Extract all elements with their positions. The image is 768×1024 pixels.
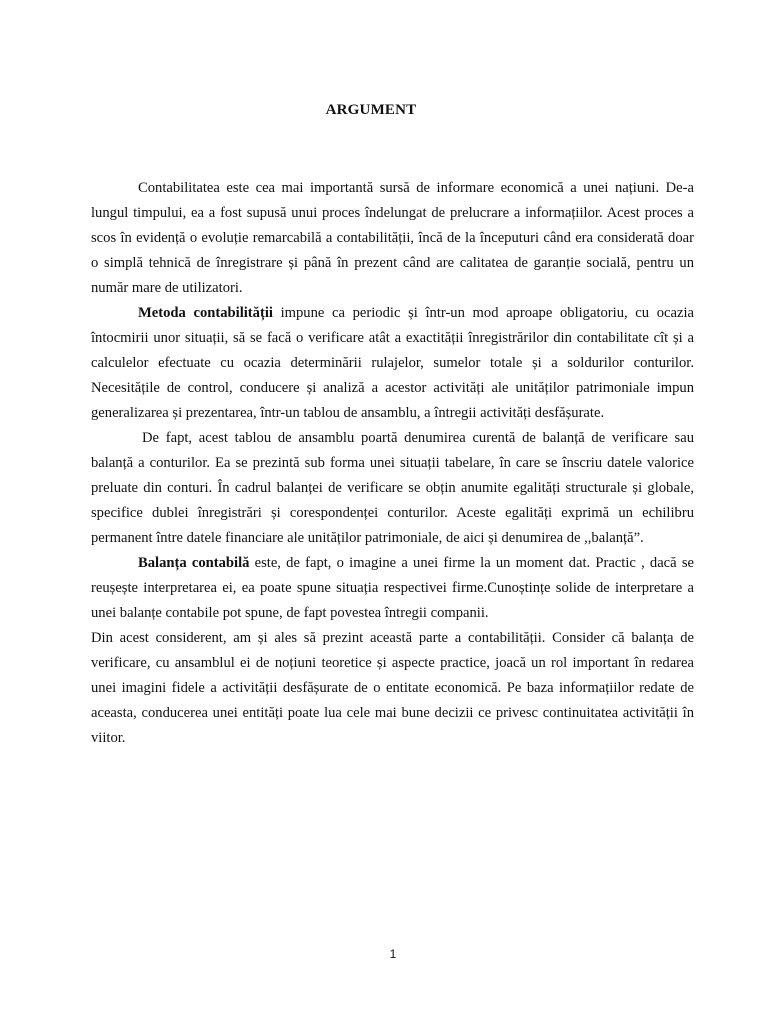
paragraph-text: De fapt, acest tablou de ansamblu poartă denumirea curentă de balanță de verificare sau balanță a conturilor. Ea se prezintă sub forma unei situații tabelare, în care se înscriu datele valorice preluate din conturi. În cadrul balanței de verificare se obțin anumite egalități structurale și globale, specifice dublei înregistrări și corespondenței conturilor. Aceste egalități exprimă un echilibru permanent între datele financiare ale unităților patrimoniale, de aici și denumirea de ,,balanță”. bbox=[91, 430, 694, 546]
paragraph-text: este, de fapt, o imagine a unei firme la un moment dat. Practic , dacă se reușește interpretarea ei, ea poate spune situația respectivei firme.Cunoștințe solide de interpretare a unei balanțe contabile pot spune, de fapt povestea întregii companii. bbox=[91, 555, 694, 621]
paragraph-tablou bbox=[91, 426, 694, 551]
paragraph-metoda bbox=[91, 301, 694, 426]
bold-term: Metoda contabilității bbox=[138, 305, 273, 321]
document-body bbox=[91, 176, 694, 751]
paragraph-text: Contabilitatea este cea mai importantă sursă de informare economică a unei națiuni. De-a lungul timpului, ea a fost supusă unui proces îndelungat de prelucrare a informațiilor. Acest proces a scos în evidență o evoluție remarcabilă a contabilității, încă de la începuturi când era considerată doar o simplă tehnică de înregistrare și până în prezent când are calitatea de garanție socială, pentru un număr mare de utilizatori. bbox=[91, 180, 694, 296]
paragraph-conclusion bbox=[91, 626, 694, 751]
paragraph-text: Din acest considerent, am și ales să prezint această parte a contabilității. Consider că balanța de verificare, cu ansamblul ei de noțiuni teoretice și aspecte practice, joacă un rol important în redarea unei imagini fidele a activității desfășurate de o entitate economică. Pe baza informațiilor redate de aceasta, conducerea unei entități poate lua cele mai bune decizii ce privesc continuitatea activității în viitor. bbox=[91, 630, 694, 746]
paragraph-text: impune ca periodic și într-un mod aproape obligatoriu, cu ocazia întocmirii unor situații, să se facă o verificare atât a exactității înregistrărilor din contabilitate cît și a calculelor efectuate cu ocazia determinării rulajelor, sumelor totale și a soldurilor conturilor. Necesitățile de control, conducere și analiză a acestor activități ale unităților patrimoniale impun generalizarea și prezentarea, într-un tablou de ansamblu, a întregii activități desfășurate. bbox=[91, 305, 694, 421]
page-number: 1 bbox=[389, 947, 397, 961]
bold-term: Balanța contabilă bbox=[138, 555, 250, 571]
paragraph-intro bbox=[91, 176, 694, 301]
paragraph-balanta bbox=[91, 551, 694, 626]
page-title: ARGUMENT bbox=[325, 102, 417, 118]
